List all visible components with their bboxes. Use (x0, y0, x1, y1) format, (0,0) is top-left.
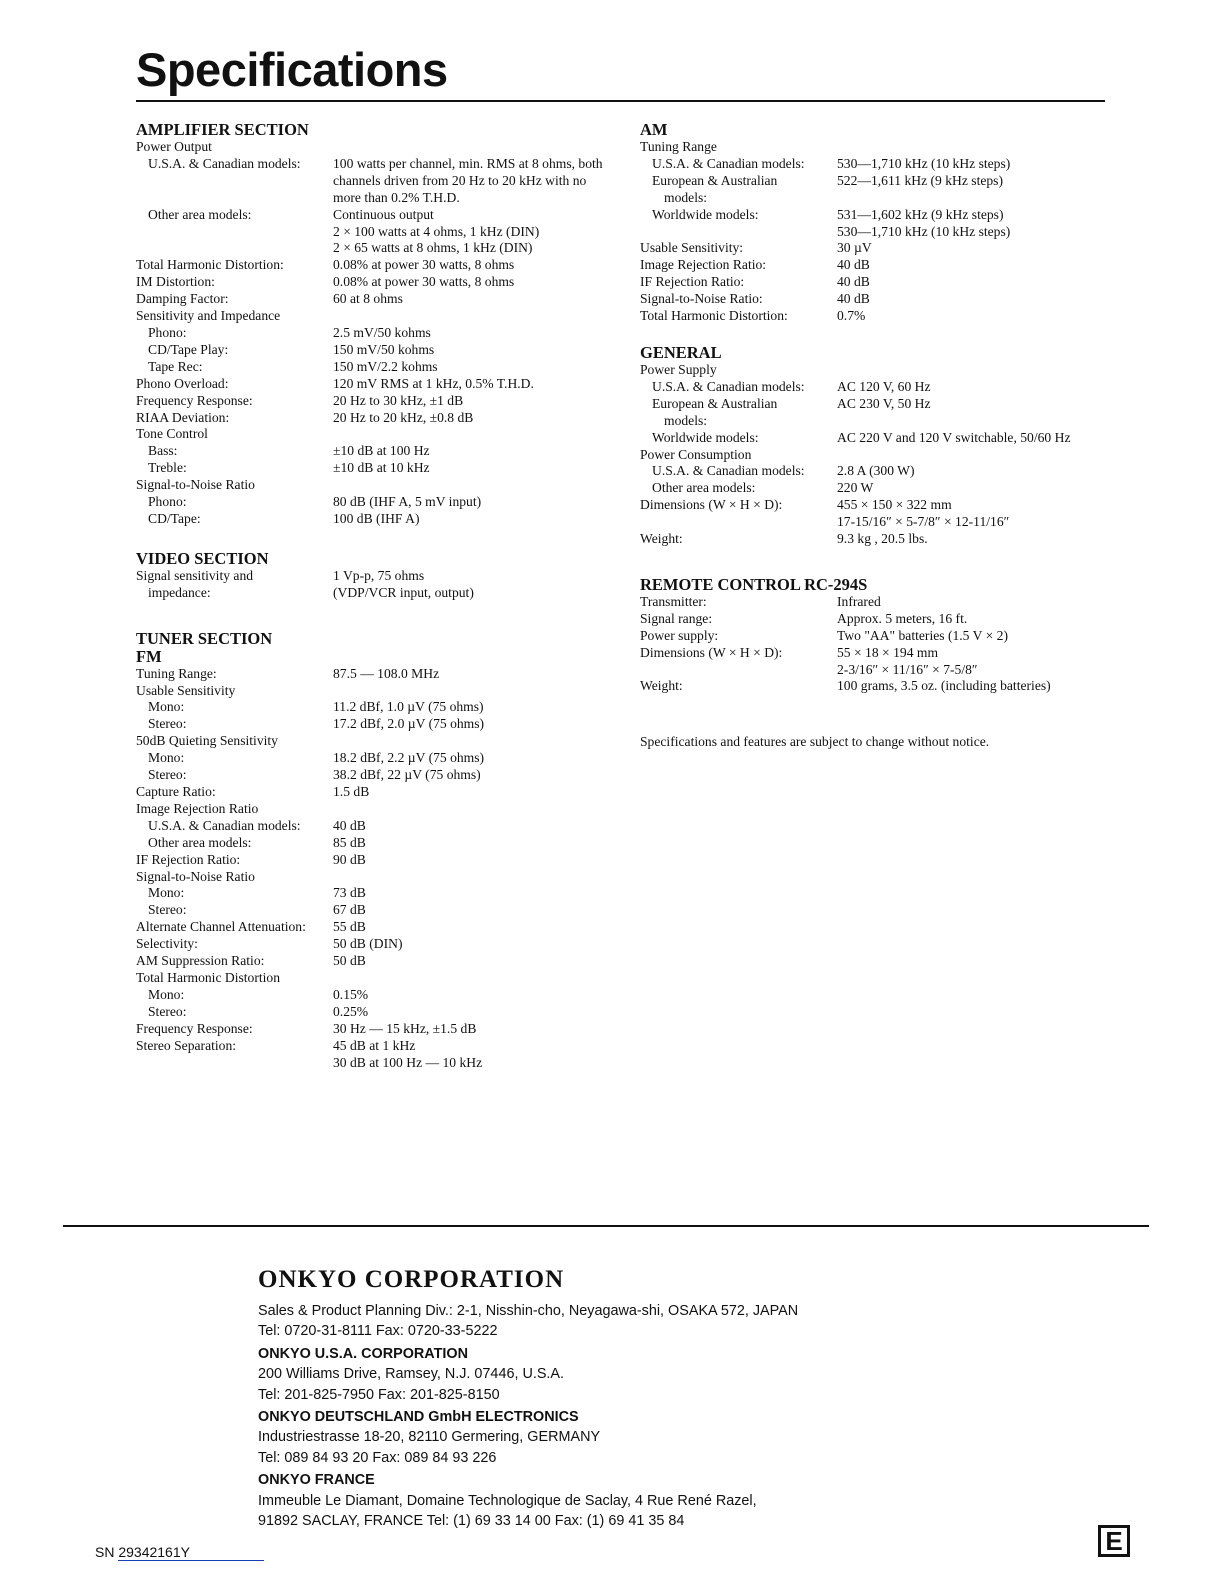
spec-row: 2 × 65 watts at 8 ohms, 1 kHz (DIN) (333, 240, 533, 256)
spec-row: Mono: 73 dB (148, 885, 366, 901)
title-rule (136, 100, 1105, 102)
spec-row: 530—1,710 kHz (10 kHz steps) (837, 223, 1011, 239)
corporation-logo: ONKYO CORPORATION (258, 1266, 565, 1293)
spec-row: impedance: (VDP/VCR input, output) (148, 584, 474, 600)
spec-row: Weight: 100 grams, 3.5 oz. (including batteries) (640, 678, 1051, 694)
spec-row: Selectivity: 50 dB (DIN) (136, 936, 403, 952)
france-phone: 91892 SACLAY, FRANCE Tel: (1) 69 33 14 00 Fax: (1) 69 41 35 84 (258, 1513, 685, 1530)
serial-value: 29342161Y (118, 1544, 264, 1561)
spec-row: 2-3/16″ × 11/16″ × 7-5/8″ (837, 661, 978, 677)
spec-row: Mono: 18.2 dBf, 2.2 µV (75 ohms) (148, 750, 485, 766)
spec-row: Transmitter: Infrared (640, 593, 881, 609)
spec-row: Usable Sensitivity: 30 µV (640, 240, 872, 256)
serial-number (95, 1544, 264, 1561)
spec-row: Tuning Range (640, 139, 717, 154)
spec-row: Dimensions (W × H × D): 455 × 150 × 322 mm (640, 497, 952, 513)
spec-row: IM Distortion: 0.08% at power 30 watts, 8 ohms (136, 274, 515, 290)
spec-row: RIAA Deviation: 20 Hz to 20 kHz, ±0.8 dB (136, 409, 474, 425)
germany-address: Industriestrasse 18-20, 82110 Germering, GERMANY (258, 1429, 601, 1446)
spec-row: CD/Tape: 100 dB (IHF A) (148, 510, 420, 526)
spec-row: Stereo: 17.2 dBf, 2.0 µV (75 ohms) (148, 716, 485, 732)
france-address: Immeuble Le Diamant, Domaine Technologique de Saclay, 4 Rue René Razel, (258, 1492, 757, 1509)
spec-row: Stereo: 38.2 dBf, 22 µV (75 ohms) (148, 767, 481, 783)
spec-row: Power Supply (640, 361, 717, 377)
usa-phone: Tel: 201-825-7950 Fax: 201-825-8150 (258, 1386, 500, 1403)
footer-rule (63, 1225, 1149, 1227)
remote-heading: REMOTE CONTROL RC-294S (640, 574, 868, 594)
spec-row: European & Australian 522—1,611 kHz (9 kHz steps) (652, 172, 1003, 188)
spec-row: Signal-to-Noise Ratio (136, 477, 255, 493)
spec-row: U.S.A. & Canadian models: 530—1,710 kHz (10 kHz steps) (652, 155, 1011, 171)
usa-office-heading: ONKYO U.S.A. CORPORATION (258, 1345, 469, 1362)
spec-row: Frequency Response: 30 Hz — 15 kHz, ±1.5 dB (136, 1020, 477, 1036)
spec-row: Tone Control (136, 426, 208, 442)
am-heading: AM (640, 120, 668, 139)
general-heading: GENERAL (640, 342, 722, 362)
fm-subheading: FM (136, 646, 162, 666)
spec-row: Usable Sensitivity (136, 682, 236, 698)
spec-row: Dimensions (W × H × D): 55 × 18 × 194 mm (640, 644, 939, 660)
spec-row: Stereo: 0.25% (148, 1003, 369, 1019)
spec-row: 30 dB at 100 Hz — 10 kHz (333, 1054, 483, 1070)
france-office-heading: ONKYO FRANCE (258, 1472, 375, 1489)
spec-row: Total Harmonic Distortion: 0.08% at power 30 watts, 8 ohms (136, 257, 515, 273)
spec-row: Sensitivity and Impedance (136, 308, 281, 324)
spec-row: Treble: ±10 dB at 10 kHz (148, 460, 430, 476)
spec-row: Bass: ±10 dB at 100 Hz (148, 443, 430, 459)
spec-row: Frequency Response: 20 Hz to 30 kHz, ±1 dB (136, 392, 464, 408)
hq-phone: Tel: 0720-31-8111 Fax: 0720-33-5222 (258, 1323, 498, 1340)
region-mark: E (1098, 1525, 1130, 1557)
spec-row: AM Suppression Ratio: 50 dB (136, 953, 366, 969)
spec-row: Phono: 80 dB (IHF A, 5 mV input) (148, 494, 482, 510)
spec-row: Image Rejection Ratio: 40 dB (640, 257, 870, 273)
page-title: Specifications (136, 43, 448, 96)
spec-row: Tuning Range: 87.5 — 108.0 MHz (136, 665, 440, 681)
spec-row: Total Harmonic Distortion: 0.7% (640, 308, 866, 324)
hq-address: Sales & Product Planning Div.: 2-1, Nisshin-cho, Neyagawa-shi, OSAKA 572, JAPAN (258, 1303, 799, 1319)
spec-row: Phono: 2.5 mV/50 kohms (148, 324, 431, 340)
spec-row: Total Harmonic Distortion (136, 969, 281, 985)
spec-row: Other area models: Continuous output (148, 206, 434, 222)
spec-row: 50dB Quieting Sensitivity (136, 733, 278, 749)
spec-row: Stereo Separation: 45 dB at 1 kHz (136, 1037, 416, 1053)
spec-row: models: (664, 412, 708, 428)
spec-row: Worldwide models: AC 220 V and 120 V switchable, 50/60 Hz (652, 429, 1071, 445)
amplifier-heading: AMPLIFIER SECTION (136, 120, 309, 139)
company-footer (258, 1265, 958, 1531)
spec-row: Phono Overload: 120 mV RMS at 1 kHz, 0.5% T.H.D. (136, 375, 534, 391)
spec-row: Alternate Channel Attenuation: 55 dB (136, 919, 366, 935)
spec-row: Other area models: 220 W (652, 480, 874, 496)
spec-row: Weight: 9.3 kg , 20.5 lbs. (640, 531, 928, 547)
spec-row: Capture Ratio: 1.5 dB (136, 784, 370, 799)
spec-row: Signal range: Approx. 5 meters, 16 ft. (640, 610, 968, 626)
spec-row: Stereo: 67 dB (148, 902, 366, 918)
germany-office-heading: ONKYO DEUTSCHLAND GmbH ELECTRONICS (258, 1409, 579, 1426)
spec-row: Mono: 0.15% (148, 986, 369, 1002)
usa-address: 200 Williams Drive, Ramsey, N.J. 07446, U.S.A. (258, 1366, 565, 1383)
spec-row: European & Australian AC 230 V, 50 Hz (652, 395, 931, 411)
spec-row: Signal-to-Noise Ratio: 40 dB (640, 291, 870, 307)
spec-row: 2 × 100 watts at 4 ohms, 1 kHz (DIN) (333, 223, 540, 239)
video-heading: VIDEO SECTION (136, 548, 269, 568)
spec-row: Power supply: Two "AA" batteries (1.5 V × 2) (640, 627, 1008, 643)
tuner-heading: TUNER SECTION (136, 628, 273, 648)
spec-row: U.S.A. & Canadian models: 40 dB (148, 817, 366, 833)
spec-row: CD/Tape Play: 150 mV/50 kohms (148, 341, 435, 357)
spec-row: Damping Factor: 60 at 8 ohms (136, 291, 403, 307)
spec-row: Mono: 11.2 dBf, 1.0 µV (75 ohms) (148, 699, 484, 715)
spec-row: Power Output (136, 139, 212, 154)
spec-row: Power Consumption (640, 446, 752, 462)
change-notice: Specifications and features are subject to change without notice. (640, 734, 990, 750)
spec-row: Signal sensitivity and 1 Vp-p, 75 ohms (136, 567, 425, 583)
spec-row: Worldwide models: 531—1,602 kHz (9 kHz steps) (652, 206, 1004, 222)
spec-row: 17-15/16″ × 5-7/8″ × 12-11/16″ (837, 514, 1010, 530)
spec-row: Image Rejection Ratio (136, 800, 259, 816)
spec-row: Tape Rec: 150 mV/2.2 kohms (148, 358, 438, 374)
spec-row: Other area models: 85 dB (148, 834, 366, 850)
serial-label: SN (95, 1544, 115, 1560)
spec-row: U.S.A. & Canadian models: 2.8 A (300 W) (652, 463, 915, 479)
spec-row: models: (664, 189, 708, 205)
spec-row: U.S.A. & Canadian models: 100 watts per channel, min. RMS at 8 ohms, both channels driven from 20 Hz to 20 kHz with no more than 0.2% T.H.D. (148, 155, 603, 205)
germany-phone: Tel: 089 84 93 20 Fax: 089 84 93 226 (258, 1449, 497, 1466)
right-column (640, 121, 1110, 750)
spec-row: Signal-to-Noise Ratio (136, 868, 255, 884)
spec-row: IF Rejection Ratio: 90 dB (136, 851, 366, 867)
spec-row: U.S.A. & Canadian models: AC 120 V, 60 Hz (652, 378, 931, 394)
spec-row: IF Rejection Ratio: 40 dB (640, 274, 870, 290)
left-column (136, 121, 606, 1071)
